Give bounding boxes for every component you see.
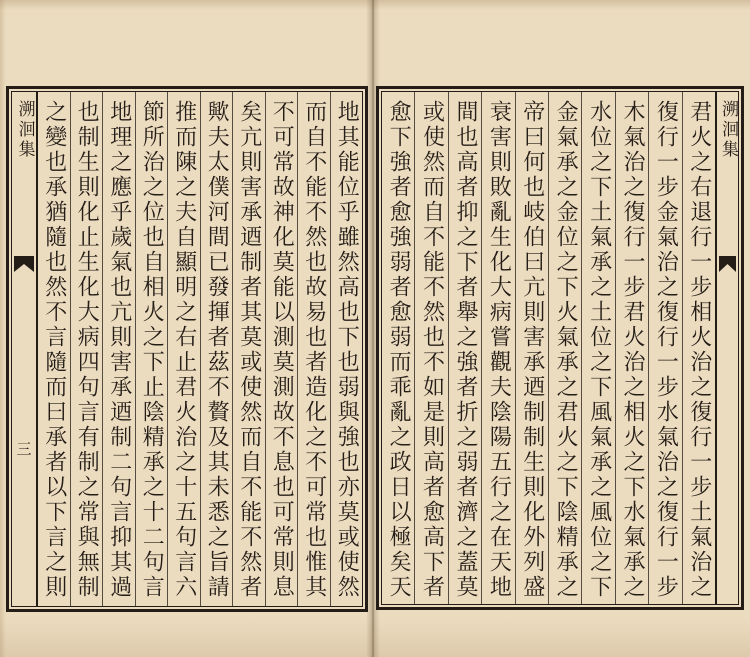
text-column (382, 92, 414, 604)
column-text: 也制生則化止生化大病四句言有制之常與無制 (74, 100, 100, 600)
margin-book-title: 溯洄集 (718, 100, 738, 160)
text-column (448, 92, 481, 604)
fish-tail-mark (719, 256, 736, 272)
column-text: 不可常故神化莫能以測莫測故不息也可常則息 (269, 100, 295, 600)
right-page-frame (376, 86, 744, 610)
fish-tail-mark (14, 256, 34, 272)
column-text: 之變也承猶隨也然不言隨而曰承者以下言之則 (41, 100, 67, 600)
column-text: 推而陳之夫自顯明之右止君火治之十五句言六 (171, 100, 197, 600)
text-column (70, 92, 103, 606)
column-text: 水位之下土氣承之土位之下風氣承之風位之下 (586, 100, 612, 600)
text-column (414, 92, 447, 604)
text-column (297, 92, 330, 606)
margin-book-title: 溯洄集 (14, 100, 35, 160)
column-text: 地其能位乎雖然高也下也弱與強也亦莫或使然 (334, 100, 360, 600)
right-page-text-area (382, 92, 715, 604)
text-column (330, 92, 363, 606)
text-column (548, 92, 581, 604)
text-column (135, 92, 168, 606)
text-column (200, 92, 233, 606)
column-text: 復行一步金氣治之復行一步水氣治之復行一步 (653, 100, 679, 600)
text-column (682, 92, 715, 604)
text-column (481, 92, 514, 604)
text-column (615, 92, 648, 604)
column-text: 而自不能不然也故易也者造化之不可常也惟其 (301, 100, 327, 600)
page-number: 三 (16, 440, 32, 458)
column-text: 地理之應乎歲氣也亢則害承迺制二句言抑其過 (106, 100, 132, 600)
text-column (102, 92, 135, 606)
left-page-frame (6, 86, 368, 612)
column-text: 帝曰何也岐伯曰亢則害承迺制制生則化外列盛 (519, 100, 545, 600)
column-text: 或使然而自不能不然也不如是則高者愈高下者 (419, 100, 445, 600)
right-page-center-strip (715, 92, 738, 604)
left-page-text-area (38, 92, 362, 606)
column-text: 君火之右退行一步相火治之復行一步土氣治之 (686, 100, 712, 600)
column-text: 金氣承之金位之下火氣承之君火之下陰精承之 (553, 100, 579, 600)
text-column (232, 92, 265, 606)
text-column (648, 92, 681, 604)
left-page-center-strip (12, 92, 38, 606)
column-text: 矣亢則害承迺制者其莫或使然而自不能不然者 (236, 100, 262, 600)
text-column (265, 92, 298, 606)
column-text: 愈下強者愈強弱者愈弱而乖亂之政日以極矣天 (386, 100, 412, 600)
column-text: 歟夫太僕河間已發揮者茲不贅及其未悉之旨請 (204, 100, 230, 600)
text-column (581, 92, 614, 604)
text-column (515, 92, 548, 604)
text-column (38, 92, 70, 606)
text-column (167, 92, 200, 606)
column-text: 間也高者抑之下者舉之強者折之弱者濟之蓋莫 (452, 100, 478, 600)
column-text: 節所治之位也自相火之下止陰精承之十二句言 (139, 100, 165, 600)
column-text: 木氣治之復行一步君火治之相火之下水氣承之 (619, 100, 645, 600)
column-text: 衰害則敗亂生化大病嘗觀夫陰陽五行之在天地 (486, 100, 512, 600)
